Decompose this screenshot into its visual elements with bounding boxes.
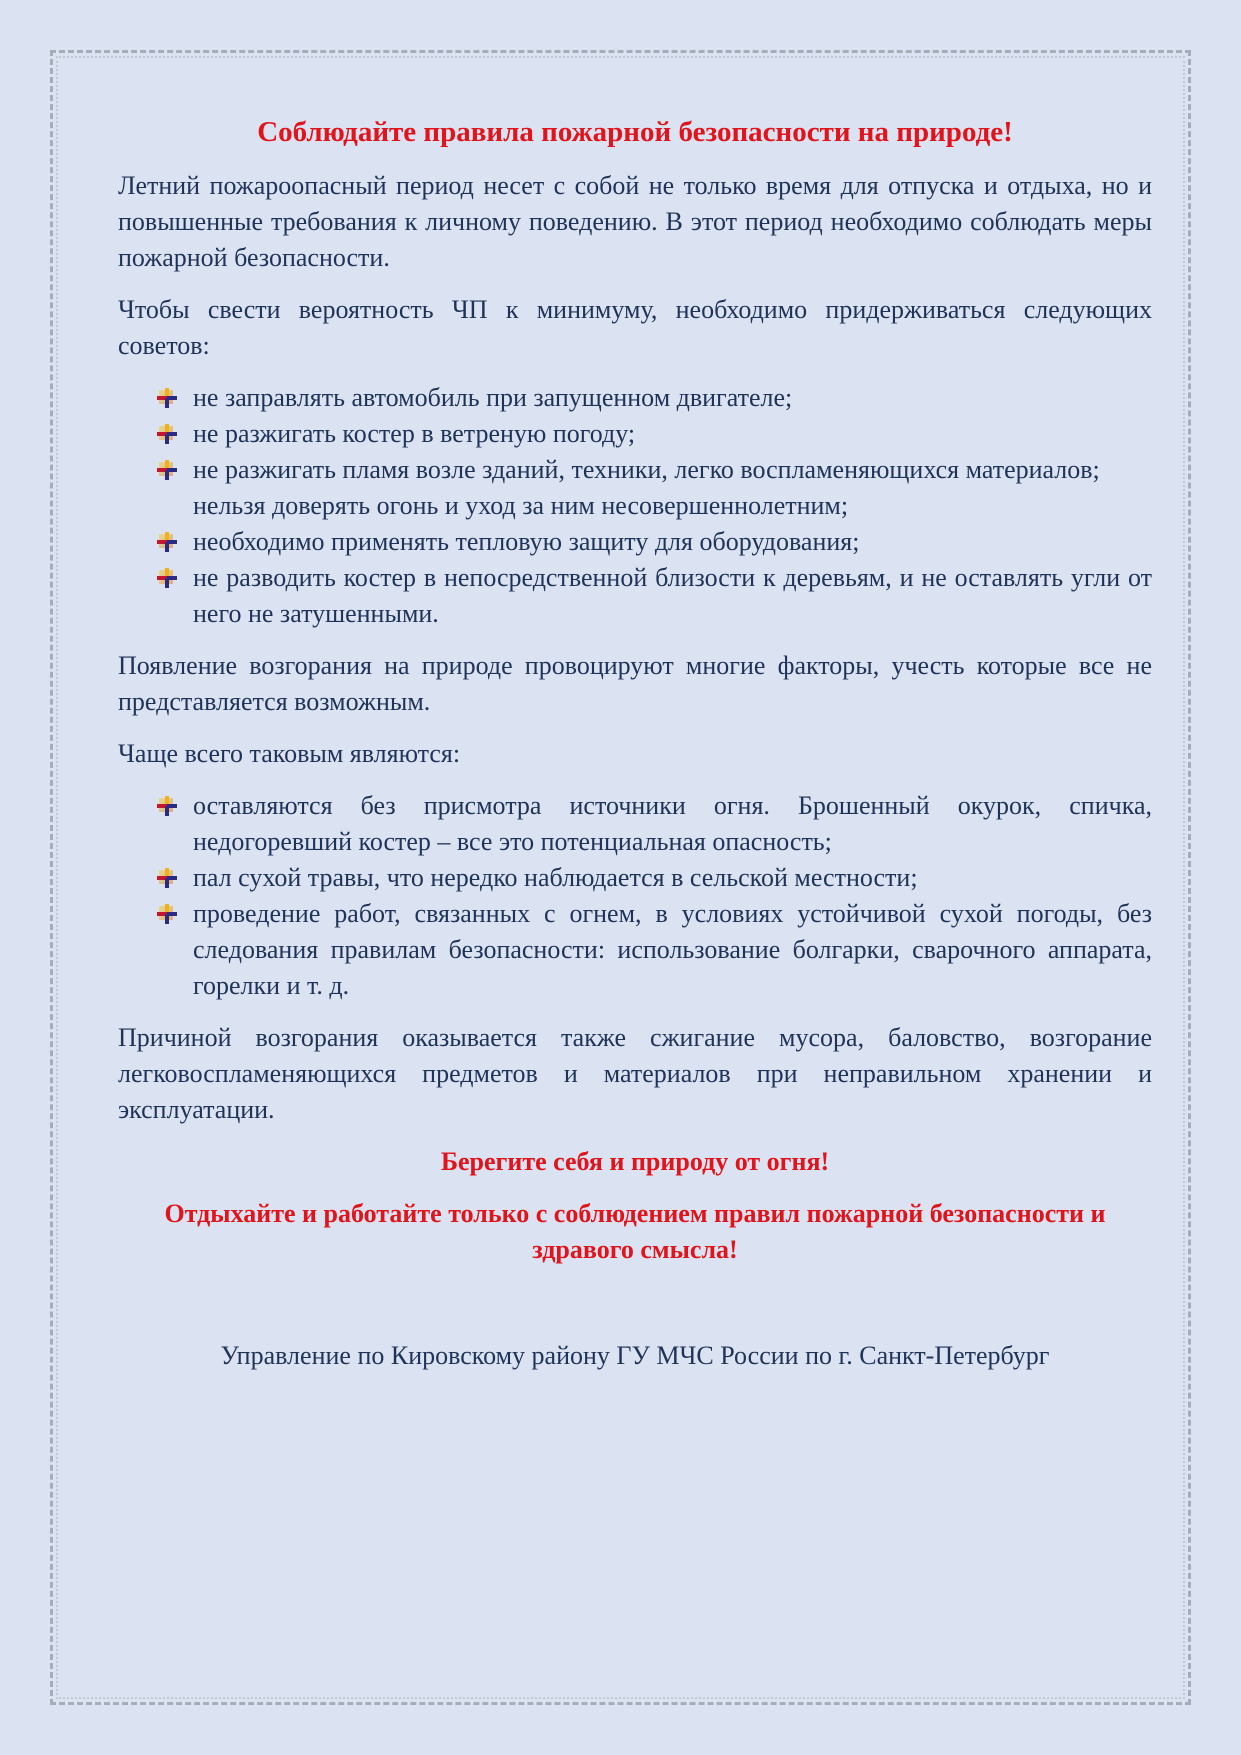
appeal-closing: Отдыхайте и работайте только с соблюдением правил пожарной безопасности и здравого смысла!: [164, 1199, 1106, 1264]
list-item-text: не разжигать пламя возле зданий, техники, легко воспламеняющихся материалов;: [193, 455, 1100, 484]
fire-cross-bullet-icon: [156, 531, 178, 553]
list-item: [193, 524, 1152, 560]
document-title: Соблюдайте правила пожарной безопасности на природе!: [257, 116, 1013, 148]
list-item-text: пал сухой травы, что нередко наблюдается в сельской местности;: [193, 863, 918, 892]
list-item-text: нельзя доверять огонь и уход за ним несовершеннолетним;: [193, 491, 849, 520]
list-item-text: необходимо применять тепловую защиту для оборудования;: [193, 527, 860, 556]
causes-list: [118, 788, 1152, 1004]
appeal-heading: Берегите себя и природу от огня!: [440, 1147, 830, 1176]
causes-intro-paragraph: Появление возгорания на природе провоцируют многие факторы, учесть которые все не представляется возможным.: [118, 651, 1152, 716]
list-item-text: не разводить костер в непосредственной близости к деревьям, и не оставлять угли от него не затушенными.: [193, 563, 1152, 628]
list-item: [193, 788, 1152, 860]
list-item: [193, 488, 1152, 524]
document-content: [118, 112, 1152, 1374]
list-item: [193, 896, 1152, 1004]
list-item: [193, 452, 1152, 488]
fire-cross-bullet-icon: [156, 459, 178, 481]
causes-lead-paragraph: Чаще всего таковым являются:: [118, 739, 461, 768]
list-item-text: оставляются без присмотра источники огня. Брошенный окурок, спичка, недогоревший костер – все это потенциальная опасность;: [193, 791, 1152, 856]
signature: Управление по Кировскому району ГУ МЧС России по г. Санкт-Петербург: [220, 1341, 1050, 1370]
fire-cross-bullet-icon: [156, 795, 178, 817]
list-item: [193, 416, 1152, 452]
advice-intro-paragraph: Чтобы свести вероятность ЧП к минимуму, необходимо придерживаться следующих советов:: [118, 295, 1152, 360]
fire-cross-bullet-icon: [156, 903, 178, 925]
list-item: [193, 560, 1152, 632]
advice-list: [118, 380, 1152, 632]
fire-cross-bullet-icon: [156, 387, 178, 409]
fire-cross-bullet-icon: [156, 867, 178, 889]
list-item-text: не разжигать костер в ветреную погоду;: [193, 419, 636, 448]
list-item-text: проведение работ, связанных с огнем, в условиях устойчивой сухой погоды, без следования правилам безопасности: использование болгарки, сварочного аппарата, горелки и т. д.: [193, 899, 1152, 1000]
list-item: [193, 380, 1152, 416]
fire-cross-bullet-icon: [156, 423, 178, 445]
intro-paragraph: Летний пожароопасный период несет с собой не только время для отпуска и отдыха, но и повышенные требования к личному поведению. В этот период необходимо соблюдать меры пожарной безопасности.: [118, 171, 1152, 272]
fire-cross-bullet-icon: [156, 567, 178, 589]
other-causes-paragraph: Причиной возгорания оказывается также сжигание мусора, баловство, возгорание легковоспламеняющихся предметов и материалов при неправильном хранении и эксплуатации.: [118, 1023, 1152, 1124]
list-item-text: не заправлять автомобиль при запущенном двигателе;: [193, 383, 793, 412]
list-item: [193, 860, 1152, 896]
